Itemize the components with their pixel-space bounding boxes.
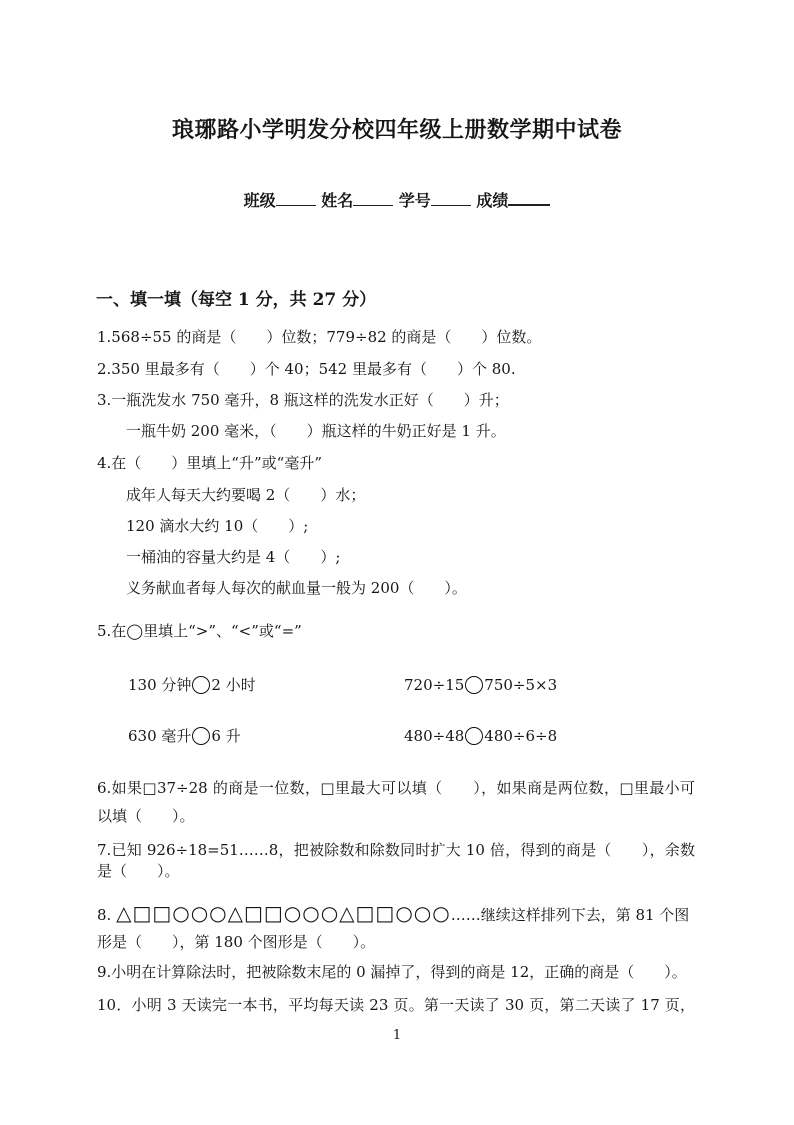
- question-8-line-2: 形是（ ），第 180 个图形是（ ）。: [97, 933, 376, 951]
- question-5-item-2: [404, 675, 557, 695]
- question-7-line-1: 7.已知 926÷18=51……8，把被除数和除数同时扩大 10 倍，得到的商是（ ），余数: [97, 841, 695, 859]
- question-8-line-1: [97, 903, 695, 925]
- q8-rest: ……继续这样排列下去，第 81 个图: [450, 906, 690, 924]
- page-title: 琅琊路小学明发分校四年级上册数学期中试卷: [171, 117, 622, 143]
- class-label: 班级: [243, 191, 276, 210]
- q5c-right: 6 升: [211, 727, 241, 745]
- question-5-item-1: [128, 675, 256, 695]
- compare-circle-icon: [192, 676, 210, 694]
- compare-circle-icon: [192, 727, 210, 745]
- q5d-right: 480÷6÷8: [484, 727, 558, 745]
- q5c-left: 630 毫升: [128, 727, 192, 745]
- compare-circle-icon: [465, 676, 483, 694]
- question-4-item-4: 义务献血者每人每次的献血量一般为 200（ ）。: [126, 579, 467, 597]
- q8-number: 8.: [97, 906, 112, 924]
- q5a-left: 130 分钟: [128, 676, 192, 694]
- name-blank: [353, 191, 393, 206]
- question-5-item-3: [128, 726, 241, 746]
- shape-sequence: △□□○○○△□□○○○△□□○○○: [116, 901, 451, 925]
- question-4-item-3: 一桶油的容量大约是 4（ ）;: [126, 548, 341, 566]
- question-4-item-1: 成年人每天大约要喝 2（ ）水；: [126, 486, 366, 504]
- student-info-row: [0, 188, 794, 211]
- question-3-line-2: 一瓶牛奶 200 毫米，（ ）瓶这样的牛奶正好是 1 升。: [126, 422, 506, 440]
- score-blank: [508, 190, 550, 206]
- section-heading: 一、填一填（每空 1 分，共 27 分）: [96, 290, 377, 310]
- question-1: 1.568÷55 的商是（ ）位数；779÷82 的商是（ ）位数。: [97, 328, 542, 346]
- compare-circle-icon: [465, 727, 483, 745]
- question-3-line-1: 3.一瓶洗发水 750 毫升，8 瓶这样的洗发水正好（ ）升；: [97, 391, 509, 409]
- q5b-left: 720÷15: [404, 676, 465, 694]
- q5d-left: 480÷48: [404, 727, 465, 745]
- question-4: 4.在（ ）里填上“升”或“毫升”: [97, 454, 322, 472]
- question-4-item-2: 120 滴水大约 10（ ）;: [126, 517, 309, 535]
- class-blank: [276, 191, 316, 206]
- question-9: 9.小明在计算除法时，把被除数末尾的 0 漏掉了，得到的商是 12，正确的商是（ ）。: [97, 963, 687, 981]
- question-10: 10．小明 3 天读完一本书，平均每天读 23 页。第一天读了 30 页，第二天读了 17 页，: [97, 996, 695, 1014]
- name-label: 姓名: [321, 191, 354, 210]
- question-6-line-1: 6.如果□37÷28 的商是一位数，□里最大可以填（ ），如果商是两位数，□里最小可: [97, 779, 695, 797]
- q5b-right: 750÷5×3: [484, 676, 558, 694]
- q5a-right: 2 小时: [211, 676, 256, 694]
- question-2: 2.350 里最多有（ ）个 40；542 里最多有（ ）个 80.: [97, 360, 516, 378]
- score-label: 成绩: [476, 191, 509, 210]
- question-7-line-2: 是（ ）。: [97, 862, 180, 880]
- question-5-item-4: [404, 726, 557, 746]
- id-label: 学号: [398, 191, 431, 210]
- id-blank: [431, 191, 471, 206]
- question-5: 5.在◯里填上“>”、“<”或“=”: [97, 622, 302, 640]
- page-number: 1: [392, 1028, 402, 1043]
- question-6-line-2: 以填（ ）。: [97, 807, 195, 825]
